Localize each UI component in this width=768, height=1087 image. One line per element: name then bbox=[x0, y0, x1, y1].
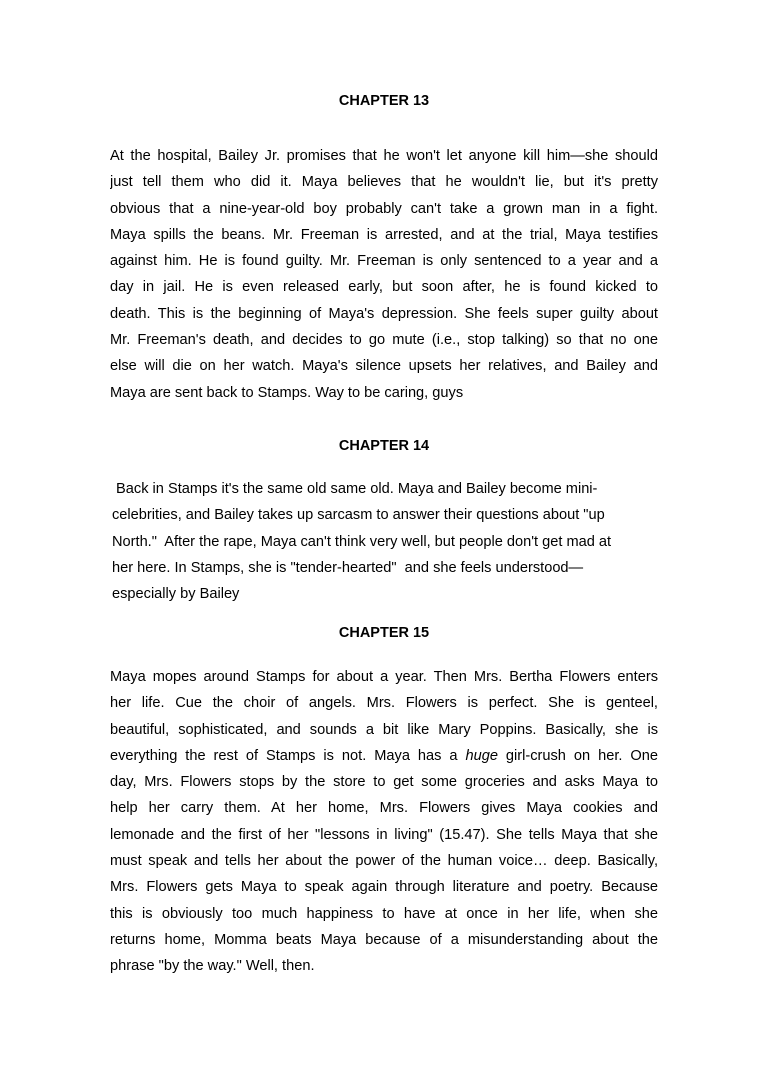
text-line: death. This is the beginning of Maya's depression. She feels super guilty about bbox=[110, 305, 658, 322]
text-line: lemonade and the first of her "lessons in living" (15.47). She tells Maya that she bbox=[110, 826, 658, 843]
text-segment: girl-crush on her. One bbox=[497, 747, 658, 764]
text-line: help her carry them. At her home, Mrs. Flowers gives Maya cookies and bbox=[110, 800, 658, 817]
text-line: At the hospital, Bailey Jr. promises that he won't let anyone kill him—she should bbox=[110, 148, 658, 164]
text-line: beautiful, sophisticated, and sounds a bit like Mary Poppins. Basically, she is bbox=[110, 721, 658, 738]
text-line: just tell them who did it. Maya believes that he wouldn't lie, but it's pretty bbox=[110, 174, 658, 191]
text-line: returns home, Momma beats Maya because of a misunderstanding about the bbox=[110, 931, 658, 948]
text-line: North." After the rape, Maya can't think very well, but people don't get mad at bbox=[112, 533, 612, 550]
text-line: Maya are sent back to Stamps. Way to be caring, guys bbox=[110, 384, 464, 401]
text-line: Back in Stamps it's the same old same old. Maya and Bailey become mini- bbox=[112, 481, 598, 497]
text-line: her here. In Stamps, she is "tender-hearted" and she feels understood— bbox=[112, 559, 584, 576]
text-segment: everything the rest of Stamps is not. Maya has a bbox=[110, 747, 466, 764]
text-line: else will die on her watch. Maya's silence upsets her relatives, and Bailey and bbox=[110, 358, 658, 375]
emphasized-word: huge bbox=[465, 747, 498, 764]
chapter-13-heading: CHAPTER 13 bbox=[338, 93, 430, 109]
text-line: especially by Bailey bbox=[112, 586, 240, 603]
text-line-with-emphasis bbox=[110, 743, 658, 769]
text-line: her life. Cue the choir of angels. Mrs. Flowers is perfect. She is genteel, bbox=[110, 695, 658, 712]
text-line: day, Mrs. Flowers stops by the store to get some groceries and asks Maya to bbox=[110, 774, 658, 791]
text-line: obvious that a nine-year-old boy probably can't take a grown man in a fight. bbox=[110, 200, 658, 217]
text-line: day in jail. He is even released early, but soon after, he is found kicked to bbox=[110, 279, 658, 296]
chapter-13-paragraph bbox=[110, 143, 658, 406]
text-line: phrase "by the way." Well, then. bbox=[110, 958, 315, 975]
text-line: against him. He is found guilty. Mr. Freeman is only sentenced to a year and a bbox=[110, 253, 658, 270]
text-line: must speak and tells her about the power of the human voice… deep. Basically, bbox=[110, 853, 658, 870]
chapter-15-heading: CHAPTER 15 bbox=[338, 625, 430, 641]
text-line: celebrities, and Bailey takes up sarcasm to answer their questions about "up bbox=[112, 507, 605, 524]
text-line: Maya mopes around Stamps for about a year. Then Mrs. Bertha Flowers enters bbox=[110, 669, 658, 685]
text-line: Mr. Freeman's death, and decides to go mute (i.e., stop talking) so that no one bbox=[110, 332, 658, 349]
chapter-14-heading: CHAPTER 14 bbox=[338, 438, 430, 454]
text-line: Maya spills the beans. Mr. Freeman is arrested, and at the trial, Maya testifies bbox=[110, 226, 658, 243]
chapter-15-paragraph bbox=[110, 664, 658, 980]
text-line: this is obviously too much happiness to have at once in her life, when she bbox=[110, 905, 658, 922]
chapter-14-paragraph bbox=[112, 476, 660, 607]
text-line: Mrs. Flowers gets Maya to speak again through literature and poetry. Because bbox=[110, 879, 658, 896]
